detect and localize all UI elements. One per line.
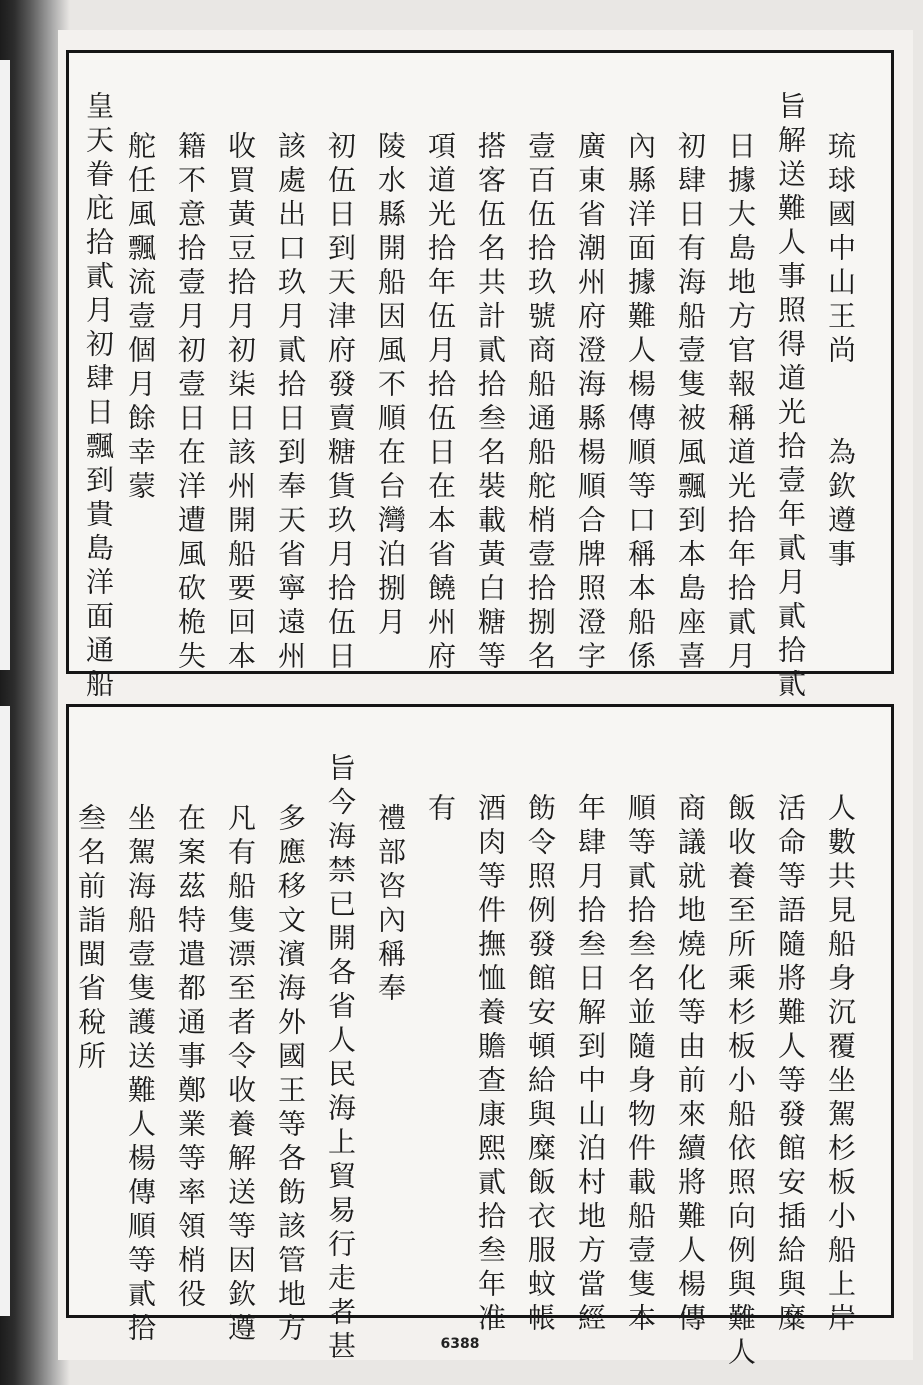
text-column: 初肆日有海船壹隻被風飄到本島座喜 (674, 131, 707, 675)
text-column: 有 (424, 793, 457, 827)
text-column: 皇天眷庇拾貳月初肆日飄到貴島洋面通船 (82, 91, 115, 703)
text-column: 初伍日到天津府發賣糖貨玖月拾伍日 (324, 131, 357, 675)
text-column: 凡有船隻漂至者令收養解送等因欽遵 (224, 803, 257, 1347)
text-column: 商議就地燒化等由前來續將難人楊傳 (674, 793, 707, 1337)
text-column: 人數共見船身沉覆坐駕杉板小船上岸 (824, 793, 857, 1337)
text-column: 飭令照例發館安頓給與糜飯衣服蚊帳 (524, 793, 557, 1337)
page-number: 6388 (440, 1336, 480, 1352)
text-column: 年肆月拾叁日解到中山泊村地方當經 (574, 793, 607, 1337)
text-column: 收買黃豆拾月初柒日該州開船要回本 (224, 131, 257, 675)
text-column: 該處出口玖月貳拾日到奉天省寧遠州 (274, 131, 307, 675)
prev-page-edge (0, 60, 10, 670)
text-column: 琉球國中山王尚 為欽遵事 (824, 131, 857, 573)
text-column: 項道光拾年伍月拾伍日在本省饒州府 (424, 131, 457, 675)
text-column: 內縣洋面據難人楊傳順等口稱本船係 (624, 131, 657, 675)
text-column: 搭客伍名共計貳拾叁名裝載黃白糖等 (474, 131, 507, 675)
text-column: 飯收養至所乘杉板小船依照向例與難人 (724, 793, 757, 1371)
text-column: 禮部咨內稱奉 (374, 803, 407, 1007)
prev-page-edge (0, 706, 10, 1316)
text-column: 酒肉等件撫恤養贍查康熙貳拾叁年准 (474, 793, 507, 1337)
text-column: 活命等語隨將難人等發館安插給與糜 (774, 793, 807, 1337)
text-column: 陵水縣開船因風不順在台灣泊捌月 (374, 131, 407, 641)
text-column: 旨今海禁已開各省人民海上貿易行走者甚 (324, 753, 357, 1365)
text-column: 在案茲特遣都通事鄭業等率領梢役 (174, 803, 207, 1313)
text-column: 籍不意拾壹月初壹日在洋遭風砍桅失 (174, 131, 207, 675)
text-column: 叁名前詣閩省稅所 (74, 803, 107, 1075)
text-column: 日據大島地方官報稱道光拾年拾貳月 (724, 131, 757, 675)
text-column: 旨解送難人事照得道光拾壹年貳月貳拾貳 (774, 91, 807, 703)
text-column: 坐駕海船壹隻護送難人楊傳順等貳拾 (124, 803, 157, 1347)
text-column: 順等貳拾叁名並隨身物件載船壹隻本 (624, 793, 657, 1337)
text-column: 多應移文濱海外國王等各飭該管地方 (274, 803, 307, 1347)
text-column: 廣東省潮州府澄海縣楊順合牌照澄字 (574, 131, 607, 675)
text-column: 壹百伍拾玖號商船通船舵梢壹拾捌名 (524, 131, 557, 675)
top-document-panel (66, 50, 894, 703)
text-column: 舵任風飄流壹個月餘幸蒙 (124, 131, 157, 505)
